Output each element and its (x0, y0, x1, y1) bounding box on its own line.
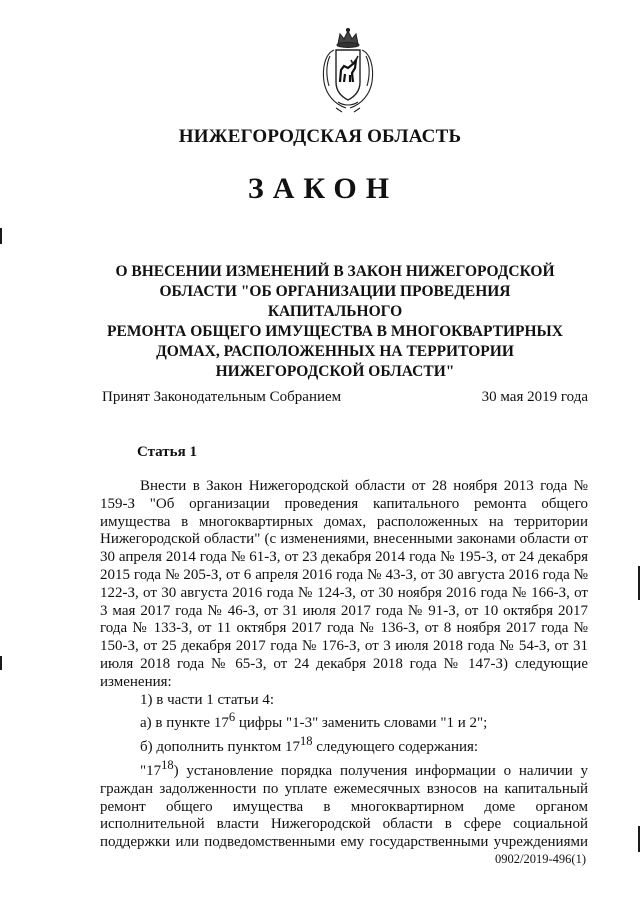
law-title (100, 262, 570, 382)
amendment-subitem-b (100, 733, 588, 757)
subitem-b-sup: 18 (299, 734, 313, 749)
clause-number-sup: 18 (161, 757, 174, 772)
law-title-line: О ВНЕСЕНИИ ИЗМЕНЕНИЙ В ЗАКОН НИЖЕГОРОДСКОЙ (115, 263, 555, 280)
adoption-date: 30 мая 2019 года (481, 389, 588, 405)
new-clause-text (100, 757, 588, 852)
amendment-item: 1) в части 1 статьи 4: (140, 691, 275, 708)
document-code: 0902/2019-496(1) (495, 852, 586, 866)
region-name: НИЖЕГОРОДСКАЯ ОБЛАСТЬ (178, 126, 462, 147)
document-type: ЗАКОН (247, 172, 399, 205)
subitem-a-rest: цифры "1-3" заменить словами "1 и 2"; (235, 715, 488, 732)
article-heading: Статья 1 (137, 444, 197, 460)
scan-edge-mark (0, 656, 2, 670)
article-intro: Внести в Закон Нижегородской области от 28 ноября 2013 года № 159-З "Об организации проведения капитального ремонта общего имущества в многоквартирных домах, расположенных на территории Нижегородской области" (с изменениями, внесенными законами области от 30 апреля 2014 года № 61-З, от 23 декабря 2014 года № 195-З, от 24 декабря 2015 года № 205-З, от 6 апреля 2016 года № 43-З, от 30 августа 2016 года № 122-З, от 30 августа 2016 года № 124-З, от 30 ноября 2016 года № 166-З, от 3 мая 2017 года № 46-З, от 31 июля 2017 года № 91-З, от 10 октября 2017 года № 133-З, от 11 октября 2017 года № 136-З, от 8 ноября 2017 года № 150-З, от 25 декабря 2017 года № 176-З, от 3 июля 2018 года № 54-З, от 31 июля 2018 года № 65-З, от 24 декабря 2018 года № 147-З) следующие изменения: (100, 478, 588, 690)
clause-number: "17 (140, 762, 162, 779)
amendment-subitem-a (100, 709, 588, 733)
subitem-b-rest: следующего содержания: (312, 739, 479, 756)
coat-of-arms-icon (316, 26, 380, 114)
law-title-line: РЕМОНТА ОБЩЕГО ИМУЩЕСТВА В МНОГОКВАРТИРНЫХ (107, 323, 563, 340)
subitem-a-text: а) в пункте 17 (140, 715, 229, 732)
law-title-line: НИЖЕГОРОДСКОЙ ОБЛАСТИ" (215, 363, 455, 380)
law-title-line: ДОМАХ, РАСПОЛОЖЕННЫХ НА ТЕРРИТОРИИ (156, 343, 514, 360)
law-title-line: ОБЛАСТИ "ОБ ОРГАНИЗАЦИИ ПРОВЕДЕНИЯ КАПИТАЛЬНОГО (159, 283, 511, 320)
clause-body: ) установление порядка получения информации о наличии у граждан задолженности по уплате ежемесячных взносов на капитальный ремонт общего имущества в многоквартирном доме органом исполнительной власти Нижегородской области в сфере социальной поддержки или подведомственными ему государственными учреждениями (100, 762, 588, 851)
subitem-b-text: б) дополнить пунктом 17 (140, 739, 300, 756)
article-body (100, 478, 588, 852)
subitem-a-sup: 6 (228, 710, 236, 725)
adopted-by: Принят Законодательным Собранием (102, 389, 342, 405)
scan-edge-mark (0, 228, 2, 244)
